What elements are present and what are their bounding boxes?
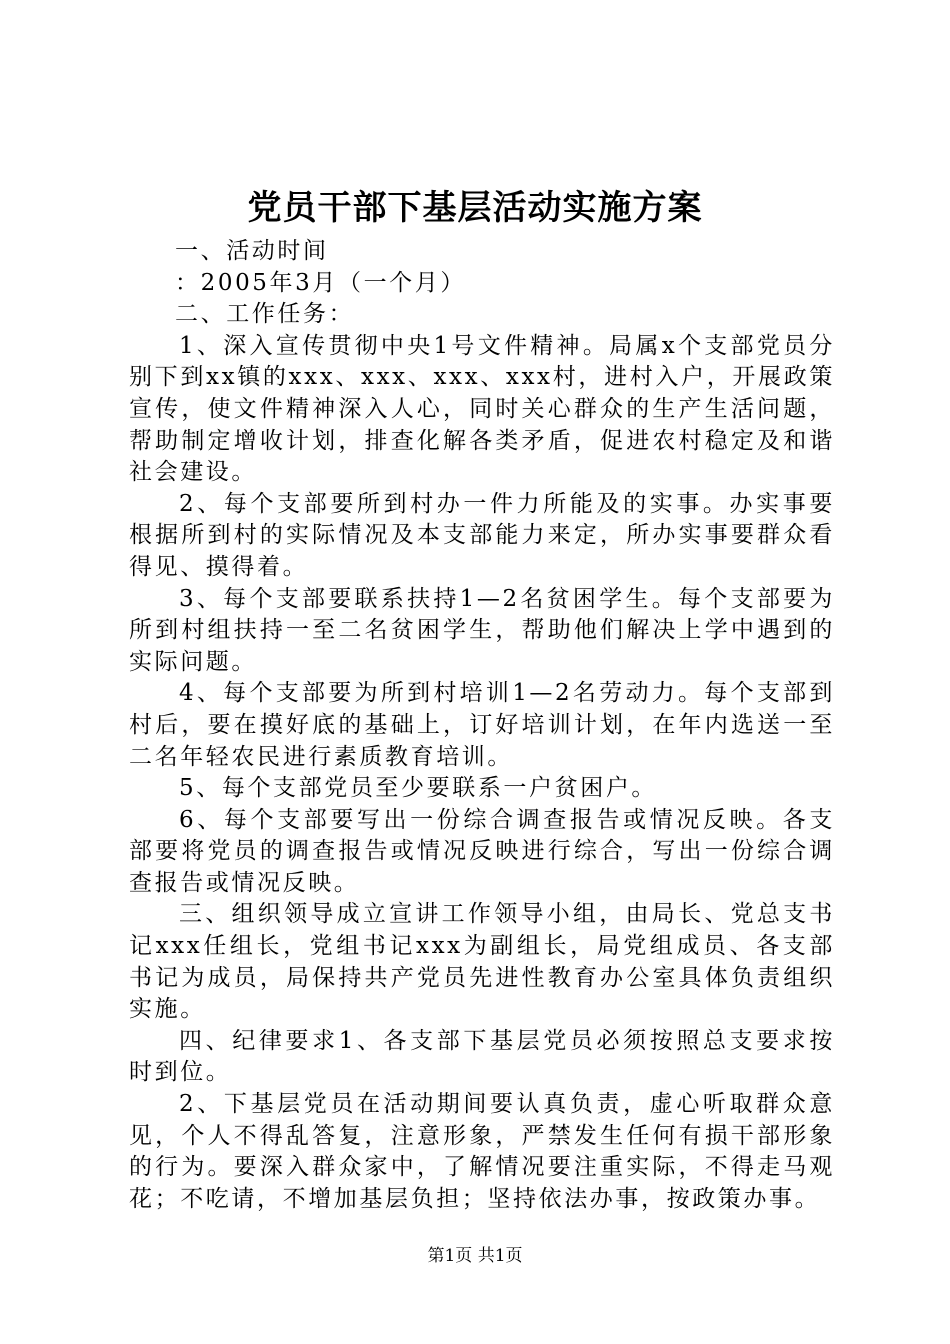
paragraph-task-3: 3、每个支部要联系扶持1—2名贫困学生。每个支部要为所到村组扶持一至二名贫困学生，帮助他们解决上学中遇到的实际问题。 xyxy=(129,585,835,675)
paragraph-discipline-2: 2、下基层党员在活动期间要认真负责，虚心听取群众意见，个人不得乱答复，注意形象，严禁发生任何有损干部形象的行为。要深入群众家中，了解情况要注重实际，不得走马观花；不吃请，不增加基层负担；坚持依法办事，按政策办事。 xyxy=(129,1091,835,1212)
paragraph-task-2: 2、每个支部要所到村办一件力所能及的实事。办实事要根据所到村的实际情况及本支部能力来定，所办实事要群众看得见、摸得着。 xyxy=(129,490,835,580)
paragraph-task-6: 6、每个支部要写出一份综合调查报告或情况反映。各支部要将党员的调查报告或情况反映进行综合，写出一份综合调查报告或情况反映。 xyxy=(129,806,835,896)
paragraph-discipline-1: 四、纪律要求1、各支部下基层党员必须按照总支要求按时到位。 xyxy=(129,1027,835,1086)
paragraph-task-5: 5、每个支部党员至少要联系一户贫困户。 xyxy=(179,775,658,802)
page-footer: 第1页 共1页 xyxy=(427,1246,523,1266)
paragraph-task-1: 1、深入宣传贯彻中央1号文件精神。局属x个支部党员分别下到xx镇的xxx、xxx、xxx、xxx村，进村入户，开展政策宣传，使文件精神深入人心，同时关心群众的生产生活问题，帮助制定增收计划，排查化解各类矛盾，促进农村稳定及和谐社会建设。 xyxy=(129,332,835,486)
document-body xyxy=(129,236,835,1215)
paragraph-task-4: 4、每个支部要为所到村培训1—2名劳动力。每个支部到村后，要在摸好底的基础上，订好培训计划，在年内选送一至二名年轻农民进行素质教育培训。 xyxy=(129,680,835,770)
paragraph-time-value: ：2005年3月（一个月） xyxy=(175,269,466,296)
section-heading-tasks: 二、工作任务： xyxy=(175,301,355,328)
document-title: 党员干部下基层活动实施方案 xyxy=(247,188,703,228)
section-heading-time: 一、活动时间 xyxy=(175,238,329,264)
paragraph-organization: 三、组织领导成立宣讲工作领导小组，由局长、党总支书记xxx任组长，党组书记xxx为副组长，局党组成员、各支部书记为成员，局保持共产党员先进性教育办公室具体负责组织实施。 xyxy=(129,901,835,1023)
